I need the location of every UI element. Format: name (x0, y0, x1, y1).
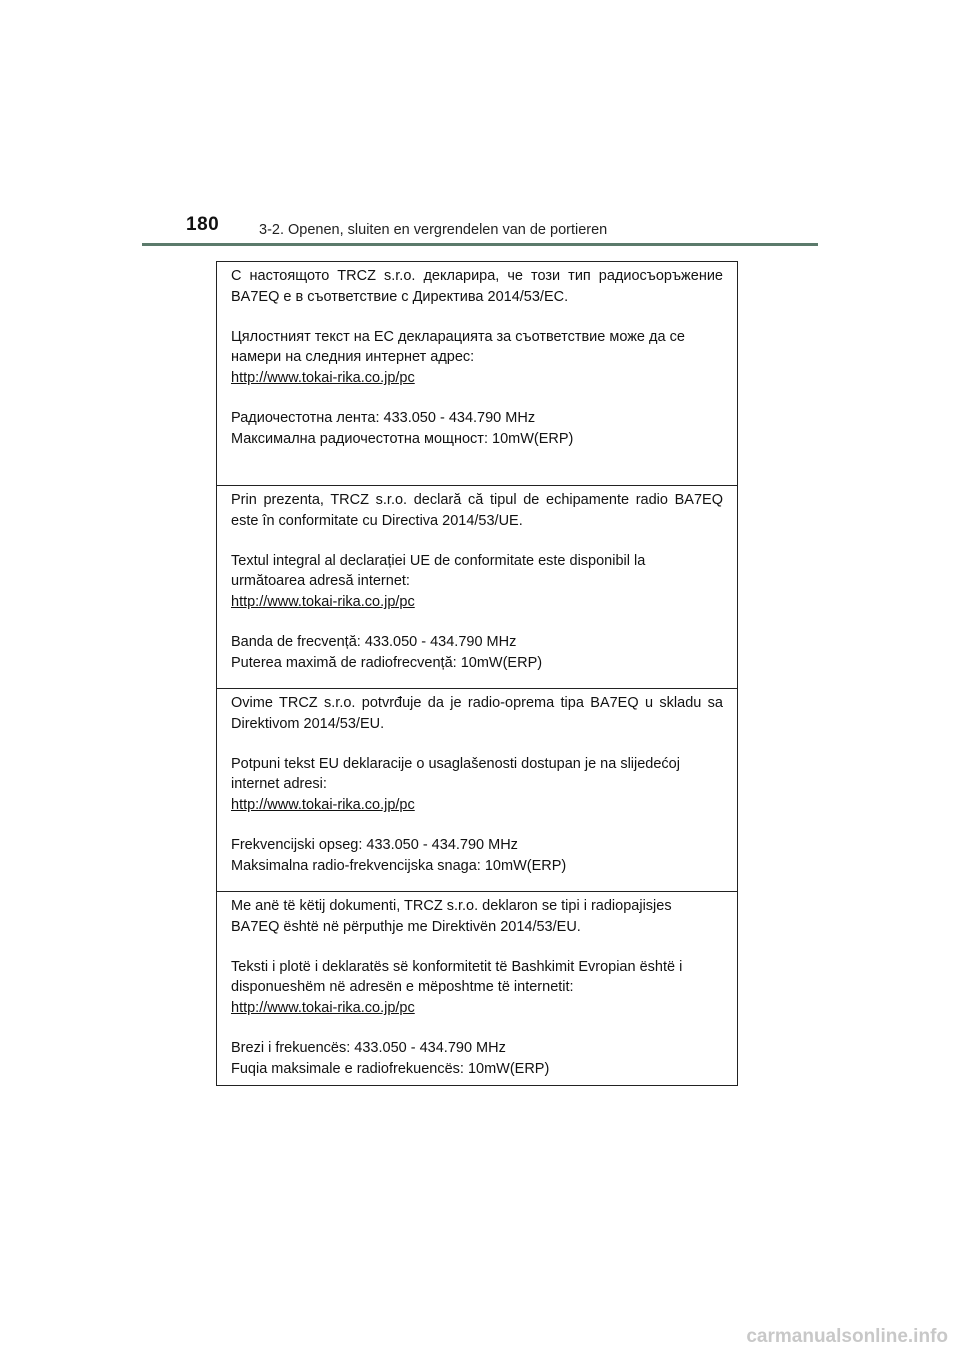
radio-spec (231, 408, 723, 450)
declaration-text: Prin prezenta, TRCZ s.r.o. declară că tipul de echipamente radio BA7EQ este în conformitate cu Directiva 2014/53/UE. (231, 492, 723, 529)
declaration-link[interactable]: http://www.tokai-rika.co.jp/pc (231, 594, 415, 611)
declaration-link[interactable]: http://www.tokai-rika.co.jp/pc (231, 370, 415, 387)
section-title: 3-2. Openen, sluiten en vergrendelen van de portieren (259, 222, 608, 238)
max-power: Puterea maximă de radiofrecvență: 10mW(ERP) (231, 654, 543, 671)
declaration-text: Me anë të këtij dokumenti, TRCZ s.r.o. deklaron se tipi i radiopajisjes BA7EQ është në përputhje me Direktivën 2014/53/EU. (231, 898, 672, 935)
fulltext-paragraph (231, 957, 723, 1019)
fulltext-paragraph (231, 327, 723, 389)
radio-spec (231, 632, 723, 674)
declaration-block-bosnian (217, 689, 737, 892)
fulltext-text: Textul integral al declarației UE de conformitate este disponibil la următoarea adresă internet: (231, 552, 646, 590)
header-rule (142, 243, 818, 246)
frequency-band: Brezi i frekuencës: 433.050 - 434.790 MHz (231, 1039, 506, 1056)
declaration-block-bulgarian (217, 262, 737, 486)
fulltext-text: Potpuni tekst EU deklaracije o usaglašenosti dostupan je na slijedećoj internet adresi: (231, 755, 680, 793)
max-power: Максимална радиочестотна мощност: 10mW(ERP) (231, 430, 574, 447)
declaration-block-albanian (217, 892, 737, 1085)
radio-spec (231, 835, 723, 877)
fulltext-text: Teksti i plotë i deklaratës së konformitetit të Bashkimit Evropian është i disponueshëm në adresën e mëposhtme të internetit: (231, 958, 683, 996)
page-number: 180 (186, 214, 220, 235)
declaration-link[interactable]: http://www.tokai-rika.co.jp/pc (231, 1000, 415, 1017)
declaration-block-romanian (217, 486, 737, 689)
frequency-band: Banda de frecvență: 433.050 - 434.790 MHz (231, 633, 517, 650)
fulltext-paragraph (231, 551, 723, 613)
fulltext-text: Цялостният текст на ЕС декларацията за съответствие може да се намери на следния интернет адрес: (231, 328, 685, 366)
radio-spec (231, 1038, 723, 1080)
declaration-text: С настоящото TRCZ s.r.o. декларира, че този тип радиосъоръжение BA7EQ е в съответствие с Директива 2014/53/EC. (231, 268, 723, 305)
frequency-band: Радиочестотна лента: 433.050 - 434.790 MHz (231, 409, 536, 426)
declaration-box (216, 261, 738, 1086)
frequency-band: Frekvencijski opseg: 433.050 - 434.790 MHz (231, 836, 518, 853)
fulltext-paragraph (231, 754, 723, 816)
declaration-text: Ovime TRCZ s.r.o. potvrđuje da je radio-oprema tipa BA7EQ u skladu sa Direktivom 2014/53/EU. (231, 695, 723, 732)
max-power: Maksimalna radio-frekvencijska snaga: 10mW(ERP) (231, 857, 567, 874)
site-watermark: carmanualsonline.info (746, 1326, 948, 1347)
declaration-link[interactable]: http://www.tokai-rika.co.jp/pc (231, 797, 415, 814)
max-power: Fuqia maksimale e radiofrekuencës: 10mW(ERP) (231, 1060, 550, 1077)
